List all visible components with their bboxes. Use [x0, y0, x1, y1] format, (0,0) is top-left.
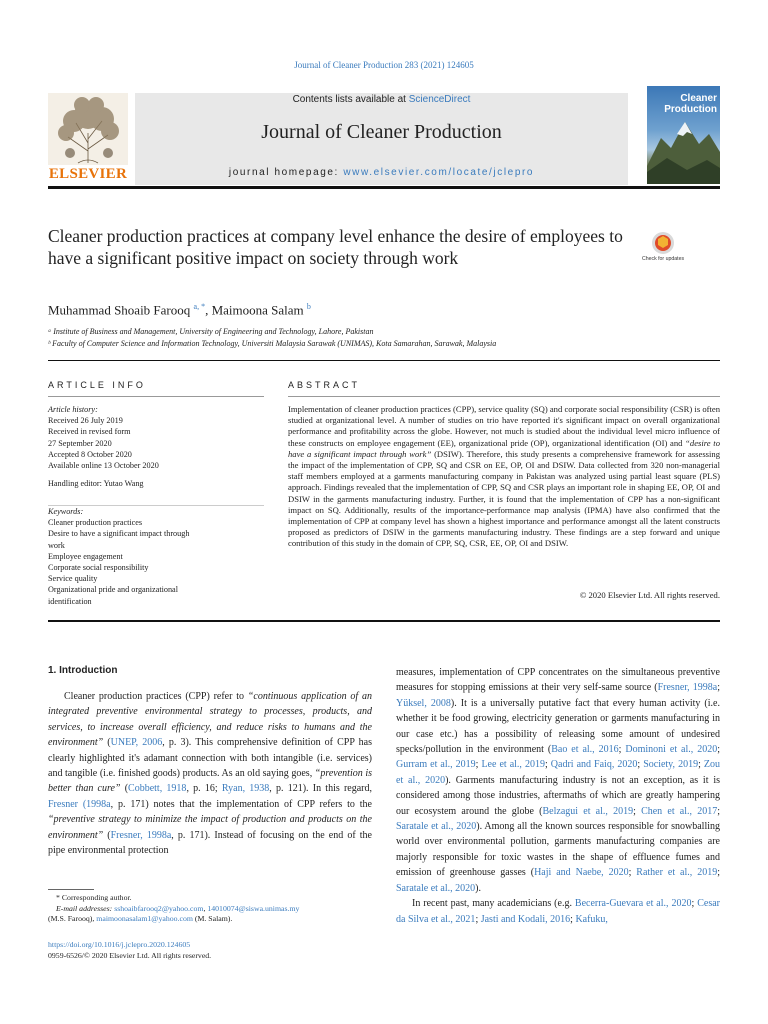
affiliation-a: ᵃ Institute of Business and Management, University of Engineering and Technology, Lahore, Pakistan — [48, 327, 374, 336]
history-item: Received 26 July 2019 — [48, 416, 123, 426]
citation-link[interactable]: Fresner (1998a — [48, 798, 111, 810]
citation-link[interactable]: Chen et al., 2017 — [641, 805, 718, 817]
author-list: Muhammad Shoaib Farooq $^{a, *}$, Maimoona Salam $^b$ — [48, 302, 311, 318]
doi-block — [48, 940, 211, 961]
citation-link[interactable]: Cesar da Silva et al., 2021 — [396, 898, 720, 925]
check-updates-icon — [641, 229, 685, 269]
citation-link[interactable]: Fresner, 1998a — [110, 829, 172, 841]
keyword-item: Desire to have a significant impact through — [48, 529, 190, 539]
intro-paragraph: measures, implementation of CPP concentrates on the simultaneous preventive measures for stopping emissions at their very self-same source (Fresner, 1998a; Yüksel, 2008). It is a universally putative fact that every human activity (i.e. whether it be food growing, electricity generation or garments manufacturing in our case etc.) has a possibility of releasing some amount of undesired specks/pollution in the environment (Bao et al., 2016; Dominoni et al., 2020; Gurram et al., 2019; Lee et al., 2019; Qadri and Faiq, 2020; Society, 2019; Zou et al., 2020). Garments manufacturing industry is not an exception, as it is considered among those industries, aftermaths of which are greatly hampering our ecosystem around the globe (Belzagui et al., 2019; Chen et al., 2017; Saratale et al., 2020). Among all the known sources responsible for snowballing world over environmental pollution, garments manufacturing companies are majorly responsible for toxic wastes in the shape of effluence fumes and emission of greenhouse gasses (Haji and Naebe, 2020; Rather et al., 2019; Saratale et al., 2020). — [396, 667, 721, 894]
citation-link[interactable]: Society, 2019 — [643, 759, 699, 771]
author-name: Maimoona Salam — [211, 302, 304, 318]
article-info-heading: ARTICLE INFO — [48, 380, 146, 390]
citation-link[interactable]: Kafuku, — [575, 913, 608, 925]
issn-line: 0959-6526/© 2020 Elsevier Ltd. All rights reserved. — [48, 950, 212, 960]
email-link[interactable]: 14010074@siswa.unimas.my — [207, 903, 300, 913]
keyword-item: work — [48, 540, 65, 550]
section-rule — [48, 360, 720, 361]
journal-cover-image — [647, 86, 720, 184]
history-item: Accepted 8 October 2020 — [48, 449, 132, 459]
history-label: Article history: — [48, 405, 98, 414]
citation-link[interactable]: Belzagui et al., 2019 — [542, 805, 634, 817]
email-addresses: E-mail addresses: sshoaibfarooq2@yahoo.com, 14010074@siswa.unimas.my — [56, 903, 300, 913]
article-info-rule — [48, 396, 264, 397]
check-updates-label: Check for updates — [641, 256, 685, 262]
paper-title: Cleaner production practices at company level enhance the desire of employees to have a significant positive impact on society through work — [48, 226, 623, 268]
citation-link[interactable]: Ryan, 1938 — [221, 783, 270, 795]
citation-link[interactable]: Bao et al., 2016 — [551, 744, 619, 756]
footnotes — [48, 893, 378, 925]
keyword-item: Cleaner production practices — [48, 518, 143, 528]
email-link[interactable]: sshoaibfarooq2@yahoo.com — [114, 903, 204, 913]
keyword-item: Organizational pride and organizational — [48, 585, 178, 595]
sciencedirect-link[interactable]: ScienceDirect — [408, 94, 471, 105]
citation-link[interactable]: Lee et al., 2019 — [481, 759, 545, 771]
citation-link[interactable]: Zou et al., 2020 — [396, 759, 720, 786]
intro-paragraph-left: Cleaner production practices (CPP) refer to “continuous application of an integrated preventive environmental strategy to processes, products, and services, to increase overall efficiency, and reduce risks to humans and the environment” (UNEP, 2006, p. 3). This comprehensive definition of CPP has clearly highlighted it's adamant connection with both intangible (i.e. services) and tangible (i.e. finished goods) products. As an old saying goes, “prevention is better than cure” (Cobbett, 1918, p. 16; Ryan, 1938, p. 121). In this regard, Fresner (1998a, p. 171) notes that the implementation of CPP refers to the “preventive strategy to minimize the impact of production and products on the environment” (Fresner, 1998a, p. 171). Instead of focusing on the end of the pipe environmental protection — [48, 691, 372, 857]
citation-link[interactable]: Jasti and Kodali, 2016 — [480, 913, 571, 925]
cover-title: Cleaner Production — [664, 93, 717, 115]
citation-link[interactable]: UNEP, 2006 — [110, 737, 163, 749]
keywords-list — [48, 506, 253, 607]
author-name: Muhammad Shoaib Farooq — [48, 302, 191, 318]
citation-link[interactable]: Becerra-Guevara et al., 2020 — [574, 898, 692, 910]
header-rule — [48, 186, 720, 189]
keyword-item: identification — [48, 596, 92, 606]
keywords-label: Keywords: — [48, 507, 84, 516]
footnote-rule — [48, 889, 94, 890]
email-addresses-cont: (M.S. Farooq), maimoonasalam1@yahoo.com (M. Salam). — [48, 914, 233, 923]
introduction-heading: 1. Introduction — [48, 665, 118, 676]
author-affiliation-marker[interactable]: b — [306, 302, 311, 311]
journal-title: Journal of Cleaner Production — [261, 121, 502, 143]
citation-link[interactable]: Fresner, 1998a — [657, 682, 718, 694]
citation-link[interactable]: Dominoni et al., 2020 — [625, 744, 718, 756]
abstract-heading: ABSTRACT — [288, 380, 361, 390]
keyword-item: Service quality — [48, 574, 98, 584]
publisher-wordmark: ELSEVIER — [48, 166, 128, 182]
keyword-item: Corporate social responsibility — [48, 563, 149, 573]
history-item: Received in revised form — [48, 427, 131, 437]
doi-link[interactable]: https://doi.org/10.1016/j.jclepro.2020.124605 — [48, 940, 191, 949]
handling-editor: Handling editor: Yutao Wang — [48, 479, 144, 488]
history-item: Available online 13 October 2020 — [48, 461, 159, 471]
body-rule — [48, 620, 720, 622]
contents-lists-line: Contents lists available at ScienceDirect — [292, 94, 471, 105]
author-affiliation-marker[interactable]: a, * — [193, 302, 206, 311]
journal-citation[interactable]: Journal of Cleaner Production 283 (2021) 124605 — [294, 60, 474, 70]
abstract-copyright: © 2020 Elsevier Ltd. All rights reserved. — [579, 590, 720, 600]
article-history — [48, 404, 253, 471]
email-link[interactable]: maimoonasalam1@yahoo.com — [96, 914, 193, 923]
citation-link[interactable]: Rather et al., 2019 — [636, 867, 718, 879]
citation-link[interactable]: Qadri and Faiq, 2020 — [550, 759, 638, 771]
journal-homepage-link[interactable]: www.elsevier.com/locate/jclepro — [343, 167, 535, 178]
citation-link[interactable]: Cobbett, 1918 — [128, 783, 187, 795]
intro-paragraph: In recent past, many academicians (e.g. Becerra-Guevara et al., 2020; Cesar da Silva et al., 2021; Jasti and Kodali, 2016; Kafuku, — [396, 898, 720, 925]
history-item: 27 September 2020 — [48, 438, 112, 448]
affiliation-b: ᵇ Faculty of Computer Science and Information Technology, Universiti Malaysia Sarawak (UNIMAS), Kota Samarahan, Sarawak, Malaysia — [48, 339, 497, 348]
check-for-updates-badge[interactable] — [641, 229, 685, 269]
citation-link[interactable]: Saratale et al., 2020 — [396, 821, 477, 833]
abstract-body: Implementation of cleaner production practices (CPP), service quality (SQ) and corporate social responsibility (CSR) is often studied at organizational level. A number of studies on trio have reported it's significant impact on overall organizational performance and profitability across the globe. However, not much is studied about the individual level micro influence of these constructs on employee engagement (EE), organizational pride (OP), organizational identification (OI) and “desire to have a significant impact through work” (DSIW). Therefore, this study presents a comprehensive framework for assessing the impact of the implementation of CPP, SQ and CSR on EE, OP, OI and DSIW. Data collected from 320 non-managerial staff members employed at a garments manufacturing company in Pakistan was analyzed using partial least square (PLS) approach. Findings revealed that the implementation of CPP, SQ and CSR plays an important role in shaping EE, OP, OI and DSIW in the garments manufacturing industry. Further, it is found that the implementation of CPP has a non-significant impact on SQ. Additionally, results of the importance-performance map analysis (IPMA) have also confirmed that the implementation of CPP at company level has shown a highest importance and performance amongst all the latent constructs proposed as predictors of DSIW in the garments manufacturing industry. These findings are a step forward and unique contribution of this study in the domain of CPP, SQ, CSR, EE, OP, OI and DSIW. — [288, 404, 720, 549]
keyword-item: Employee engagement — [48, 551, 123, 561]
abstract-rule — [288, 396, 720, 397]
journal-homepage-line: journal homepage: www.elsevier.com/locate/jclepro — [228, 167, 535, 178]
citation-link[interactable]: Haji and Naebe, 2020 — [534, 867, 629, 879]
intro-column-right — [396, 665, 720, 927]
citation-link[interactable]: Gurram et al., 2019 — [396, 759, 476, 771]
corresponding-author-note: * Corresponding author. — [56, 893, 132, 902]
citation-link[interactable]: Saratale et al., 2020 — [396, 882, 476, 894]
citation-link[interactable]: Yüksel, 2008 — [396, 697, 451, 709]
